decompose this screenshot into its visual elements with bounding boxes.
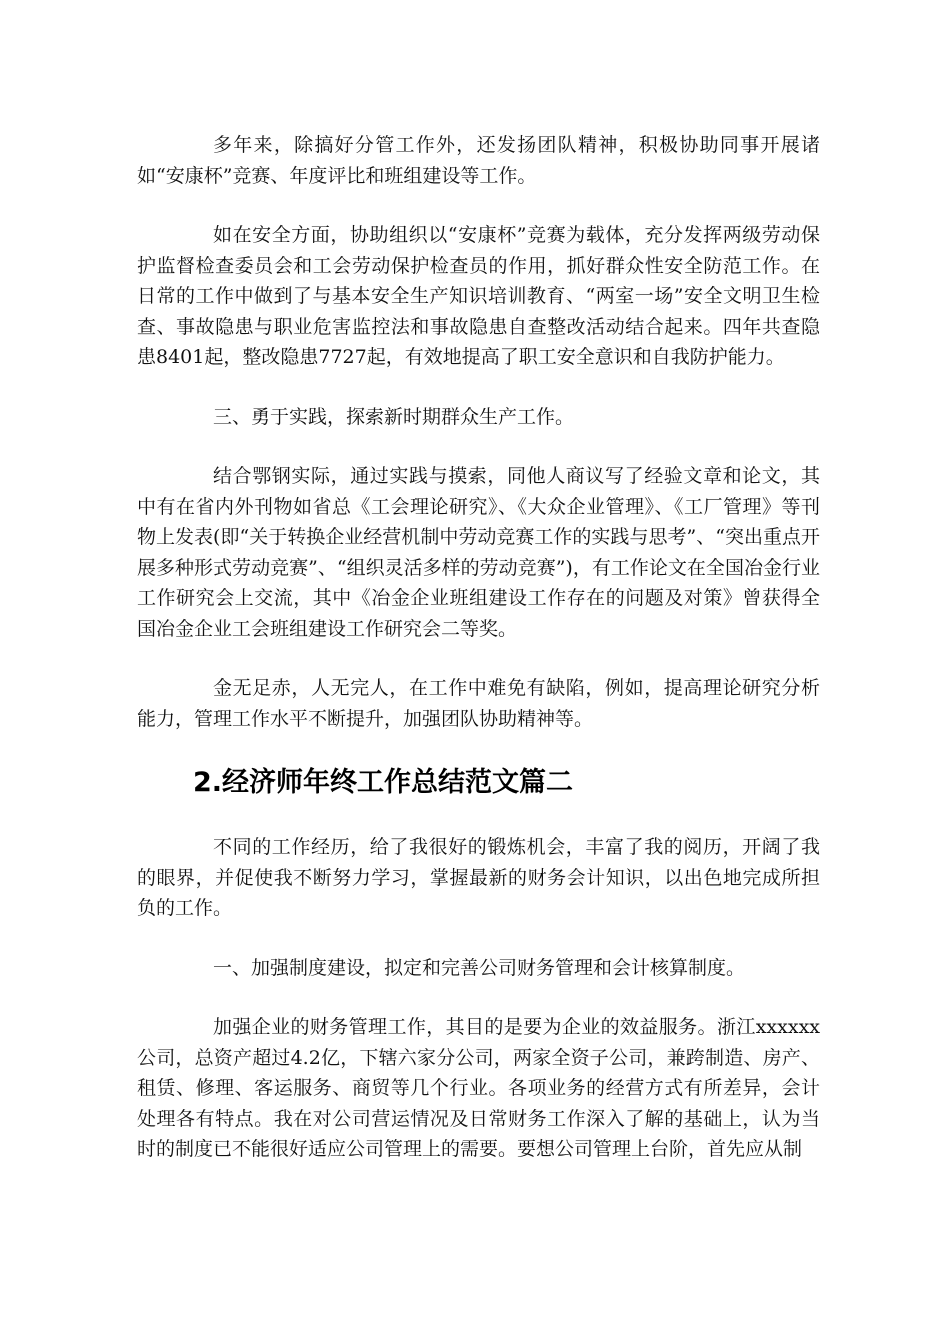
paragraph-financial-management: 加强企业的财务管理工作，其目的是要为企业的效益服务。浙江xxxxxx公司，总资产超过4.2亿，下辖六家分公司，两家全资子公司，兼跨制造、房产、租赁、修理、客运服务、商贸等几个行业。各项业务的经营方式有所差异，会计处理各有特点。我在对公司营运情况及日常财务工作深入了解的基础上，认为当时的制度已不能很好适应公司管理上的需要。要想公司管理上台阶，首先应从制 bbox=[137, 1016, 820, 1160]
paragraph-experience: 不同的工作经历，给了我很好的锻炼机会，丰富了我的阅历，开阔了我的眼界，并促使我不断努力学习，掌握最新的财务会计知识，以出色地完成所担负的工作。 bbox=[137, 836, 820, 919]
paragraph-safety: 如在安全方面，协助组织以“安康杯”竞赛为载体，充分发挥两级劳动保护监督检查委员会和工会劳动保护检查员的作用，抓好群众性安全防范工作。在日常的工作中做到了与基本安全生产知识培训教育、“两室一场”安全文明卫生检查、事故隐患与职业危害监控法和事故隐患自查整改活动结合起来。四年共查隐患8401起，整改隐患7727起，有效地提高了职工安全意识和自我防护能力。 bbox=[137, 224, 820, 368]
paragraph-section-one: 一、加强制度建设，拟定和完善公司财务管理和会计核算制度。 bbox=[213, 956, 746, 979]
section-heading: 2.经济师年终工作总结范文篇二 bbox=[193, 767, 574, 798]
paragraph-shortcomings: 金无足赤，人无完人，在工作中难免有缺陷，例如，提高理论研究分析能力，管理工作水平不断提升，加强团队协助精神等。 bbox=[137, 677, 820, 730]
document-body bbox=[137, 130, 820, 1194]
paragraph-publications: 结合鄂钢实际，通过实践与摸索，同他人商议写了经验文章和论文，其中有在省内外刊物如省总《工会理论研究》、《大众企业管理》、《工厂管理》等刊物上发表(即“关于转换企业经营机制中劳动竞赛工作的实践与思考”、“突出重点开展多种形式劳动竞赛”、“组织灵活多样的劳动竞赛”)，有工作论文在全国冶金行业工作研究会上交流，其中《冶金企业班组建设工作存在的问题及对策》曾获得全国冶金企业工会班组建设工作研究会二等奖。 bbox=[137, 465, 820, 640]
paragraph-section-three: 三、勇于实践，探索新时期群众生产工作。 bbox=[213, 405, 575, 428]
paragraph-teamwork: 多年来，除搞好分管工作外，还发扬团队精神，积极协助同事开展诸如“安康杯”竞赛、年度评比和班组建设等工作。 bbox=[137, 134, 820, 187]
